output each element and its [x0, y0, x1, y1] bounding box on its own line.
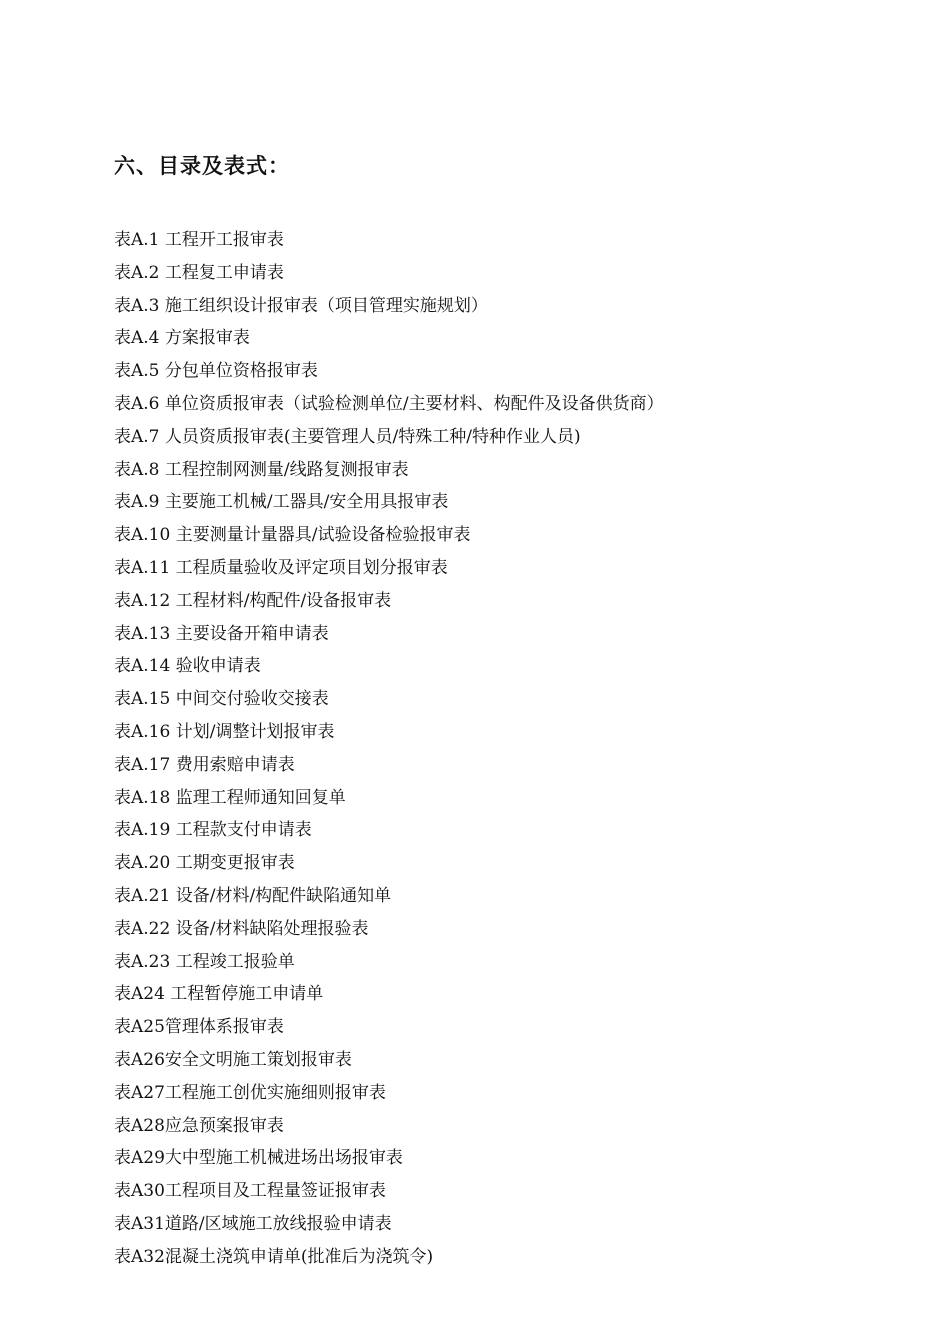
list-item: 表A.14 验收申请表: [114, 656, 261, 677]
list-item: 表A.15 中间交付验收交接表: [114, 689, 329, 710]
list-item: 表A.3 施工组织设计报审表（项目管理实施规划）: [114, 295, 488, 316]
list-item: 表A.8 工程控制网测量/线路复测报审表: [114, 459, 409, 480]
list-item: 表A.4 方案报审表: [114, 328, 250, 349]
list-item: 表A.11 工程质量验收及评定项目划分报审表: [114, 557, 448, 578]
list-item: 表A.2 工程复工申请表: [114, 262, 284, 283]
list-item: 表A28应急预案报审表: [114, 1115, 284, 1136]
list-item: 表A.6 单位资质报审表（试验检测单位/主要材料、构配件及设备供货商）: [114, 393, 664, 414]
list-item: 表A.16 计划/调整计划报审表: [114, 721, 335, 742]
list-item: 表A.12 工程材料/构配件/设备报审表: [114, 590, 392, 611]
list-item: 表A.5 分包单位资格报审表: [114, 361, 318, 382]
list-item: 表A.19 工程款支付申请表: [114, 820, 312, 841]
list-item: 表A.22 设备/材料缺陷处理报验表: [114, 918, 369, 939]
list-item: 表A27工程施工创优实施细则报审表: [114, 1082, 386, 1103]
list-item: 表A.18 监理工程师通知回复单: [114, 787, 346, 808]
list-item: 表A.21 设备/材料/构配件缺陷通知单: [114, 885, 392, 906]
list-item: 表A25管理体系报审表: [114, 1017, 284, 1038]
list-item: 表A26安全文明施工策划报审表: [114, 1049, 352, 1070]
list-item: 表A.7 人员资质报审表(主要管理人员/特殊工种/特种作业人员): [114, 426, 581, 447]
list-item: 表A.10 主要测量计量器具/试验设备检验报审表: [114, 525, 471, 546]
section-heading: 六、目录及表式：: [114, 154, 290, 178]
list-item: 表A.1 工程开工报审表: [114, 230, 284, 250]
form-list: [114, 224, 664, 1274]
list-item: 表A32混凝土浇筑申请单(批准后为浇筑令): [114, 1246, 434, 1267]
list-item: 表A29大中型施工机械进场出场报审表: [114, 1148, 403, 1169]
list-item: 表A.23 工程竣工报验单: [114, 951, 295, 972]
list-item: 表A.17 费用索赔申请表: [114, 754, 295, 775]
list-item: 表A31道路/区域施工放线报验申请表: [114, 1213, 392, 1234]
list-item: 表A.13 主要设备开箱申请表: [114, 623, 329, 644]
list-item: 表A24 工程暂停施工申请单: [114, 984, 324, 1005]
list-item: 表A.9 主要施工机械/工器具/安全用具报审表: [114, 492, 449, 513]
list-item: 表A30工程项目及工程量签证报审表: [114, 1181, 386, 1202]
list-item: 表A.20 工期变更报审表: [114, 853, 295, 874]
